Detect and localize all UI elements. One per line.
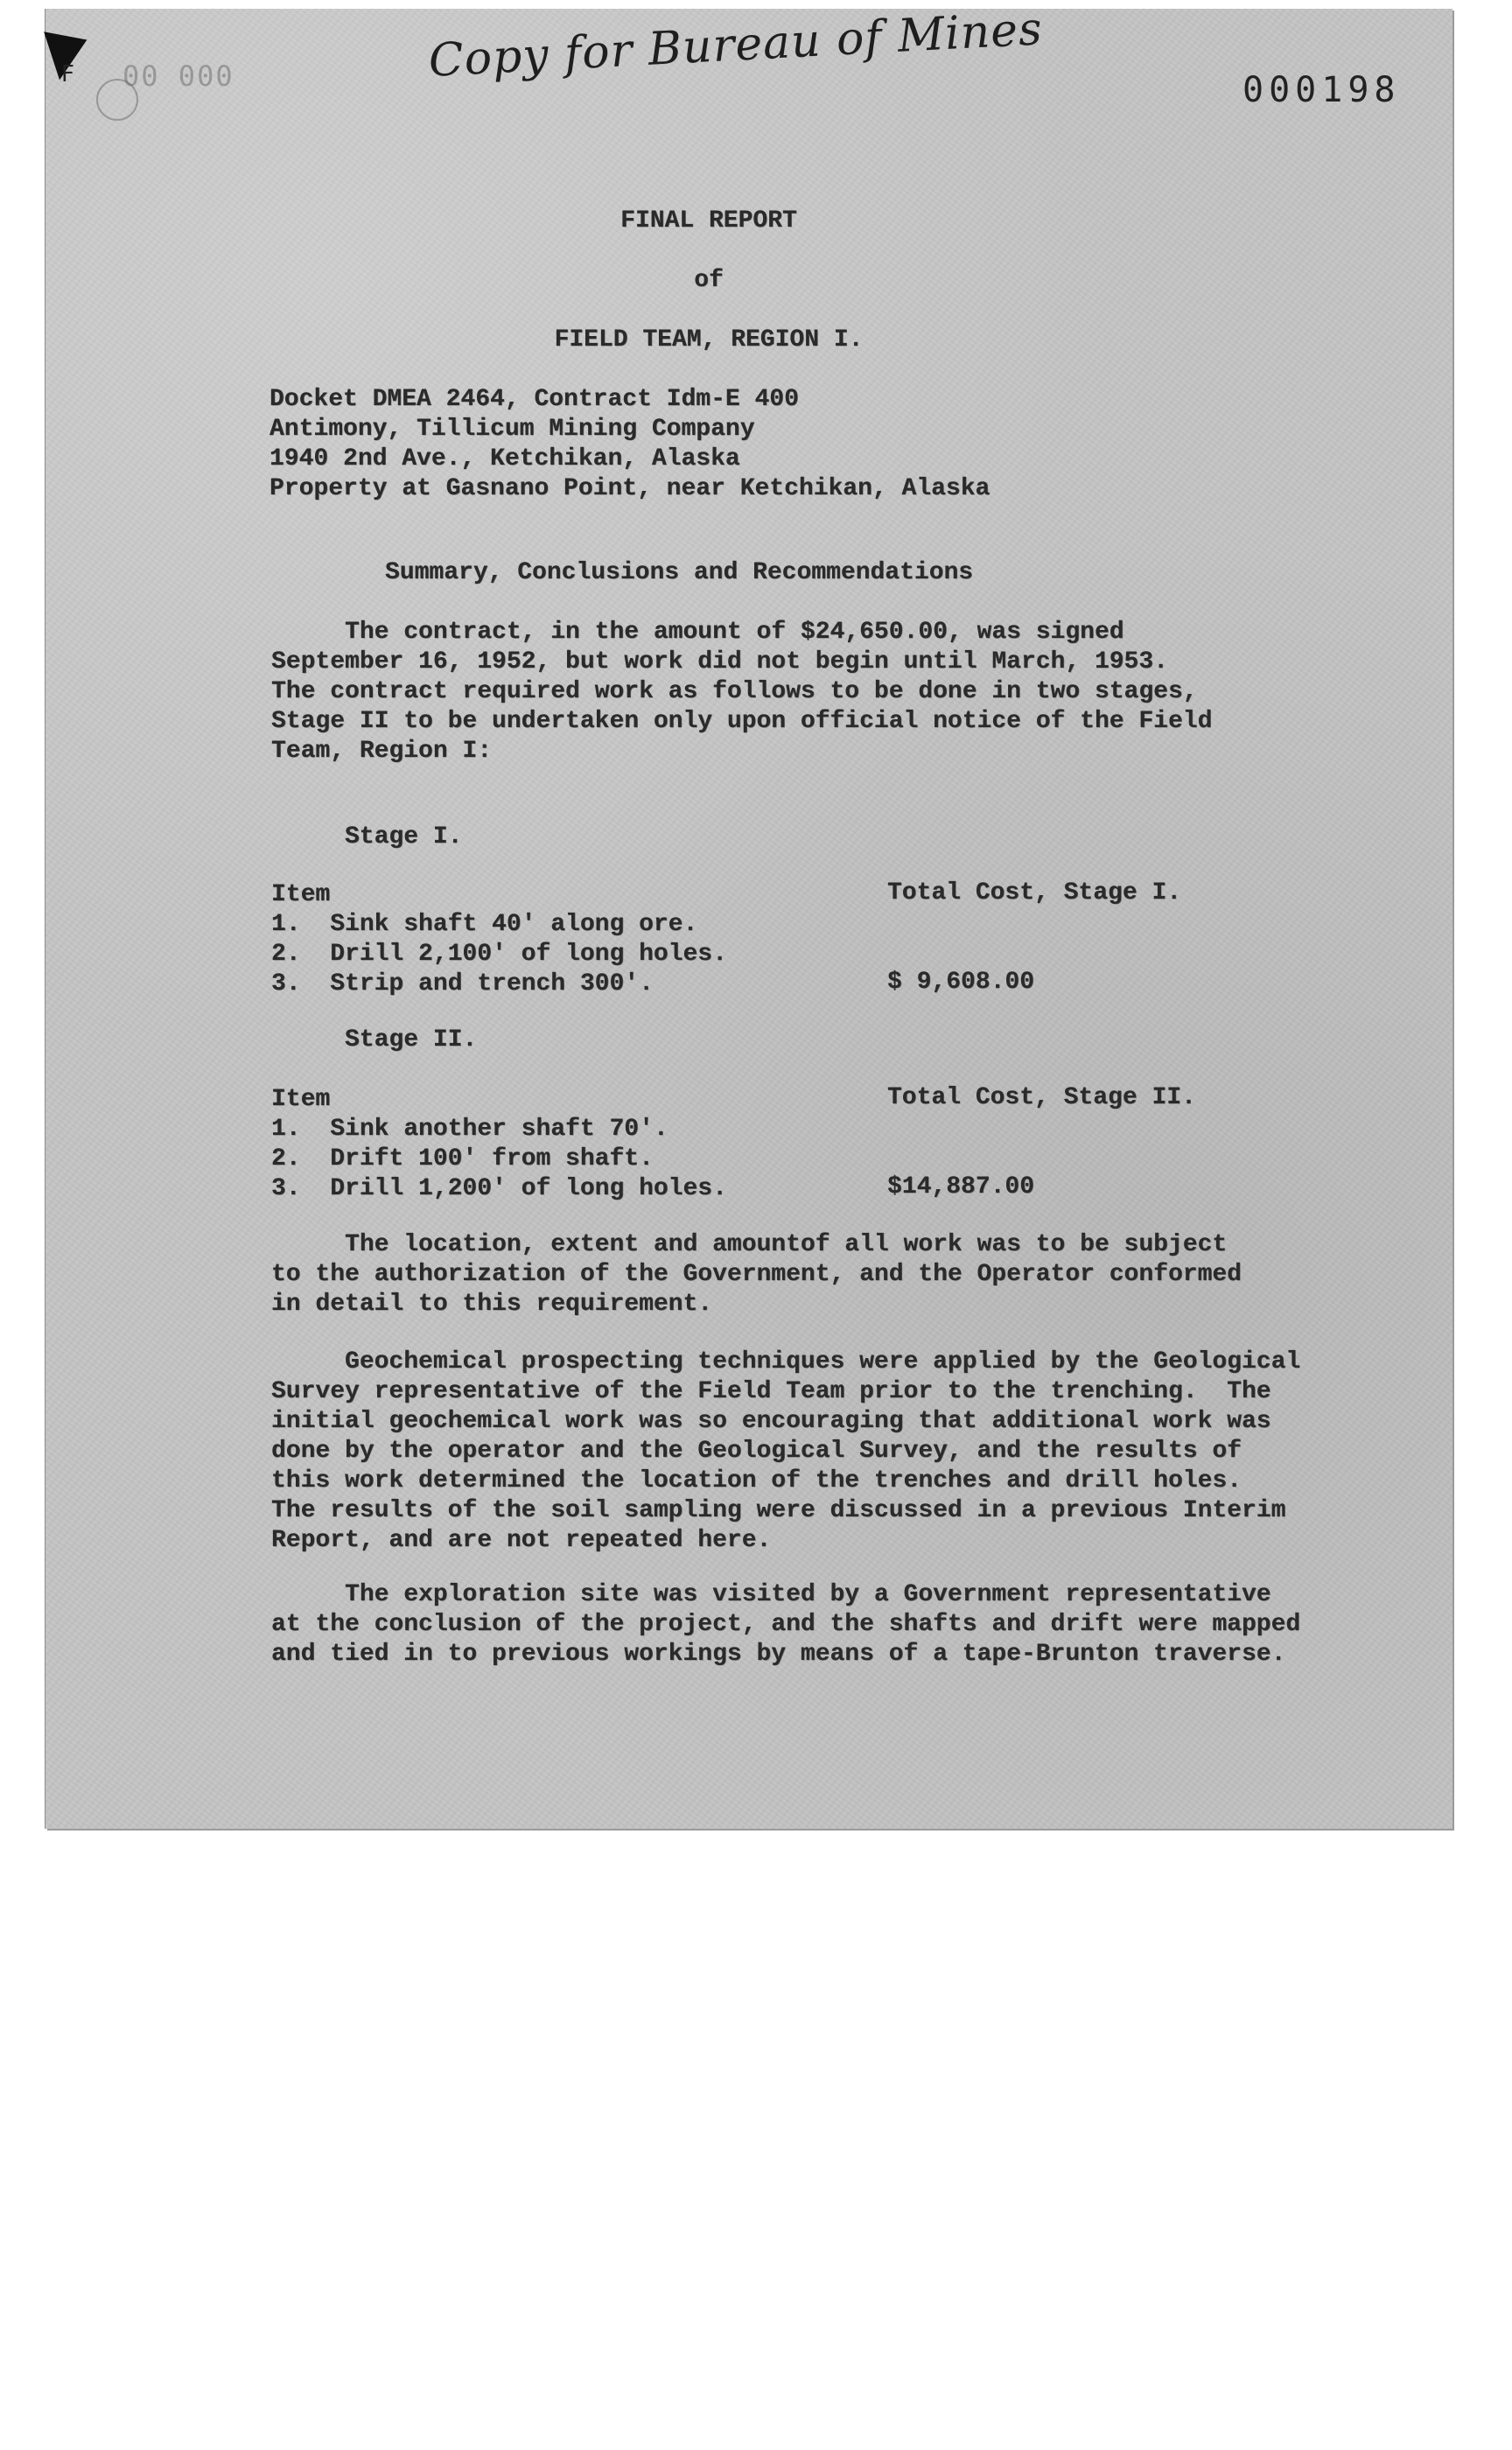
- paragraph-line: Team, Region I:: [271, 738, 493, 765]
- report-subtitle: FIELD TEAM, REGION I.: [554, 326, 864, 354]
- paragraph-line: September 16, 1952, but work did not begin until March, 1953.: [271, 648, 1168, 676]
- paragraph-line: Report, and are not repeated here.: [271, 1527, 772, 1554]
- stage-2-item-header: Item: [271, 1086, 331, 1113]
- address-line: 1940 2nd Ave., Ketchikan, Alaska: [270, 445, 740, 472]
- address-line: Property at Gasnano Point, near Ketchikan, Alaska: [270, 475, 990, 502]
- paragraph-line: The contract, in the amount of $24,650.00, was signed: [271, 619, 1124, 646]
- paragraph-line: in detail to this requirement.: [271, 1291, 713, 1318]
- report-title: FINAL REPORT: [620, 207, 797, 234]
- stage-1-heading: Stage I.: [345, 823, 463, 850]
- paragraph-line: this work determined the location of the trenches and drill holes.: [271, 1467, 1242, 1494]
- stage-2-total: $14,887.00: [887, 1173, 1035, 1200]
- stage-1-item: 2. Drill 2,100' of long holes.: [271, 941, 727, 968]
- stage-1-total: $ 9,608.00: [887, 969, 1035, 996]
- paragraph-line: Geochemical prospecting techniques were applied by the Geological: [271, 1348, 1301, 1376]
- faded-stamp: 00 000: [122, 60, 234, 93]
- paragraph-line: done by the operator and the Geological Survey, and the results of: [271, 1438, 1242, 1465]
- document-number: 000198: [1242, 70, 1401, 110]
- paragraph-line: at the conclusion of the project, and the shafts and drift were mapped: [271, 1611, 1301, 1638]
- handwritten-note: Copy for Bureau of Mines: [427, 3, 1045, 88]
- paragraph-line: Stage II to be undertaken only upon official notice of the Field: [271, 708, 1213, 735]
- stage-2-item: 2. Drift 100' from shaft.: [271, 1145, 654, 1172]
- stage-1-item: 3. Strip and trench 300'.: [271, 970, 654, 998]
- paragraph-line: to the authorization of the Government, and the Operator conformed: [271, 1261, 1242, 1288]
- paragraph-line: The results of the soil sampling were discussed in a previous Interim: [271, 1497, 1286, 1524]
- paragraph-line: and tied in to previous workings by means of a tape-Brunton traverse.: [271, 1641, 1286, 1668]
- stage-1-cost-header: Total Cost, Stage I.: [887, 879, 1182, 906]
- stage-2-item: 1. Sink another shaft 70'.: [271, 1116, 668, 1143]
- stage-1-item-header: Item: [271, 881, 331, 908]
- report-title-of: of: [694, 267, 724, 294]
- paragraph-line: The exploration site was visited by a Government representative: [271, 1581, 1271, 1608]
- paragraph-line: Survey representative of the Field Team prior to the trenching. The: [271, 1378, 1271, 1405]
- corner-letter: F: [61, 61, 74, 88]
- address-line: Antimony, Tillicum Mining Company: [270, 416, 755, 443]
- paragraph-line: The location, extent and amountof all work was to be subject: [271, 1231, 1228, 1258]
- paragraph-line: The contract required work as follows to be done in two stages,: [271, 678, 1198, 705]
- stage-2-cost-header: Total Cost, Stage II.: [887, 1084, 1196, 1111]
- paragraph-line: initial geochemical work was so encouraging that additional work was: [271, 1408, 1271, 1435]
- stage-2-item: 3. Drill 1,200' of long holes.: [271, 1175, 727, 1202]
- stage-1-item: 1. Sink shaft 40' along ore.: [271, 911, 698, 938]
- address-line: Docket DMEA 2464, Contract Idm-E 400: [270, 386, 799, 413]
- stage-2-heading: Stage II.: [345, 1026, 478, 1054]
- section-heading: Summary, Conclusions and Recommendations: [385, 559, 974, 586]
